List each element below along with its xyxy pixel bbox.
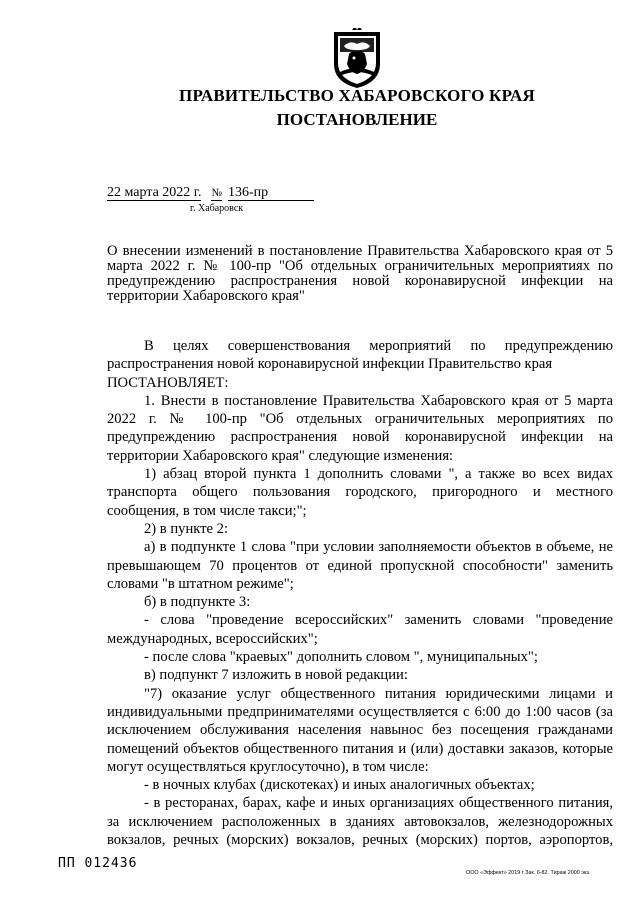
document-number: 136-пр <box>228 186 314 201</box>
form-serial-code: ПП 012436 <box>58 856 138 871</box>
paragraph-dash-2: - после слова "краевых" дополнить словом ", муниципальных"; <box>144 649 538 666</box>
organization-name: ПРАВИТЕЛЬСТВО ХАБАРОВСКОГО КРАЯ <box>179 86 535 105</box>
paragraph-dash-3: - в ночных клубах (дискотеках) и иных аналогичных объектах; <box>144 777 535 794</box>
paragraph-dash-1: - слова "проведение всероссийских" заменить словами "проведение международных, всероссийских"; <box>107 612 613 647</box>
paragraph-subitem-2: 2) в пункте 2: <box>144 520 229 537</box>
paragraph-subitem-1: 1) абзац второй пункта 1 дополнить словами ", а также во всех видах транспорта общего пользования городского, пригородного и местного сообщения, в том числе такси;"; <box>107 466 613 519</box>
paragraph-resolves: ПОСТАНОВЛЯЕТ: <box>107 374 229 391</box>
paragraph-subitem-2v: в) подпункт 7 изложить в новой редакции: <box>144 667 408 684</box>
document-body <box>107 337 613 849</box>
paragraph-dash-4: - в ресторанах, барах, кафе и иных организациях общественного питания, за исключением расположенных в зданиях автовокзалов, железнодорожных вокзалов, речных (морских) вокзалов, речных (морских) портов, аэропортов, <box>107 795 613 849</box>
paragraph-subitem-2a: а) в подпункте 1 слова "при условии заполняемости объектов в объеме, не превышающем 70 процентов от единой пропускной способности" заменить словами "в штатном режиме"; <box>107 539 613 592</box>
document-title: О внесении изменений в постановление Правительства Хабаровского края от 5 марта 2022 г. № 100-пр "Об отдельных ограничительных мероприятиях по предупреждению распространения новой коронавирусной инфекции на территории Хабаровского края" <box>107 243 613 304</box>
document-date: 22 марта 2022 г. <box>107 185 202 200</box>
number-sign: № <box>211 187 222 199</box>
print-note: ООО «Эффект» 2019 г Зак. 6-82. Тираж 2000 экз. <box>466 870 591 876</box>
coat-of-arms-icon <box>330 28 384 90</box>
paragraph-item-1: 1. Внести в постановление Правительства Хабаровского края от 5 марта 2022 г. № 100-пр "Об отдельных ограничительных мероприятиях по предупреждению распространения новой коронавирусной инфекции на территории Хабаровского края" следующие изменения: <box>107 392 613 464</box>
paragraph-quote-7: "7) оказание услуг общественного питания юридическими лицами и индивидуальными предпринимателями осуществляется с 6:00 до 1:00 часов (за исключением обслуживания населения навынос без посещения гражданами помещений объектов общественного питания и (или) доставки заказов, которые могут осуществляться круглосуточно), в том числе: <box>107 685 613 775</box>
paragraph-subitem-2b: б) в подпункте 3: <box>144 594 251 611</box>
paragraph-preamble: В целях совершенствования мероприятий по предупреждению распространения новой коронавирусной инфекции Правительство края <box>107 338 613 373</box>
document-city: г. Хабаровск <box>190 203 244 214</box>
document-type: ПОСТАНОВЛЕНИЕ <box>276 110 438 129</box>
document-date-number <box>107 185 314 201</box>
